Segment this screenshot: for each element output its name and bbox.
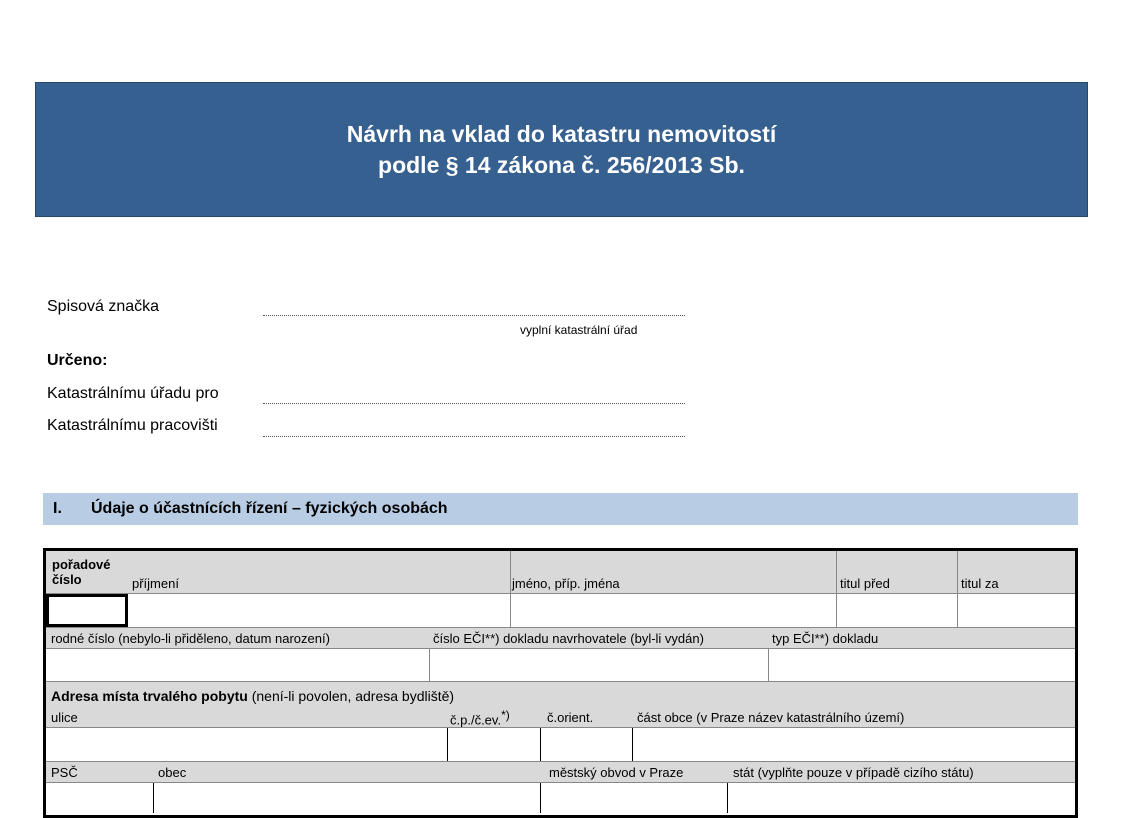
address-heading-note: (není-li povolen, adresa bydliště) [247, 688, 455, 704]
eci-type-label: typ EČI**) dokladu [772, 631, 879, 646]
state-input[interactable] [728, 783, 1075, 813]
orientation-number-label: č.orient. [547, 710, 594, 725]
house-number-label [450, 708, 510, 727]
street-input[interactable] [46, 728, 447, 761]
participant-form [43, 548, 1078, 818]
house-number-footnote: *) [501, 708, 510, 722]
state-label: stát (vyplňte pouze v případě cizího státu) [733, 765, 974, 780]
section-title: Údaje o účastnících řízení – fyzických osobách [91, 500, 448, 517]
birth-number-input[interactable] [46, 649, 429, 681]
cadastral-office-label: Katastrálnímu úřadu pro [47, 385, 219, 402]
order-number-input[interactable] [46, 594, 128, 627]
order-number-label-2: číslo [52, 572, 82, 587]
municipality-label: obec [158, 765, 187, 780]
eci-document-input[interactable] [430, 649, 768, 681]
destined-label: Určeno: [47, 352, 108, 369]
postal-code-input[interactable] [46, 783, 153, 813]
address-heading [51, 689, 454, 704]
form-title-banner [35, 82, 1088, 217]
title-before-label: titul před [840, 576, 890, 591]
city-district-input[interactable] [541, 783, 727, 813]
municipality-input[interactable] [154, 783, 540, 813]
cadastral-workplace-field[interactable] [263, 436, 685, 437]
eci-type-input[interactable] [769, 649, 1075, 681]
form-title-line-1: Návrh na vklad do katastru nemovitostí [346, 120, 777, 147]
given-names-label: jméno, příp. jména [512, 576, 620, 591]
street-label: ulice [51, 710, 78, 725]
surname-label: příjmení [132, 576, 179, 591]
district-label: část obce (v Praze název katastrálního území) [637, 710, 905, 725]
house-number-input[interactable] [448, 728, 540, 761]
section-heading [43, 493, 1078, 525]
title-after-label: titul za [961, 576, 999, 591]
city-district-label: městský obvod v Praze [549, 765, 684, 780]
birth-number-label: rodné číslo (nebylo-li přiděleno, datum narození) [51, 631, 330, 646]
form-title-line-2: podle § 14 zákona č. 256/2013 Sb. [378, 151, 745, 178]
case-number-field[interactable] [263, 315, 685, 316]
section-number: I. [53, 500, 62, 517]
cadastral-workplace-label: Katastrálnímu pracovišti [47, 417, 218, 434]
postal-code-label: PSČ [51, 765, 78, 780]
district-input[interactable] [633, 728, 1075, 761]
house-number-text: č.p./č.ev. [450, 712, 502, 728]
given-names-input[interactable] [511, 594, 836, 627]
case-number-label: Spisová značka [47, 298, 160, 315]
title-after-input[interactable] [958, 594, 1075, 627]
address-heading-bold: Adresa místa trvalého pobytu [51, 688, 248, 704]
title-before-input[interactable] [837, 594, 957, 627]
cadastral-office-field[interactable] [263, 403, 685, 404]
order-number-label-1: pořadové [52, 557, 111, 572]
eci-document-label: číslo EČI**) dokladu navrhovatele (byl-li vydán) [433, 631, 704, 646]
case-number-note: vyplní katastrální úřad [520, 323, 638, 337]
orientation-number-input[interactable] [541, 728, 632, 761]
surname-input[interactable] [128, 594, 510, 627]
